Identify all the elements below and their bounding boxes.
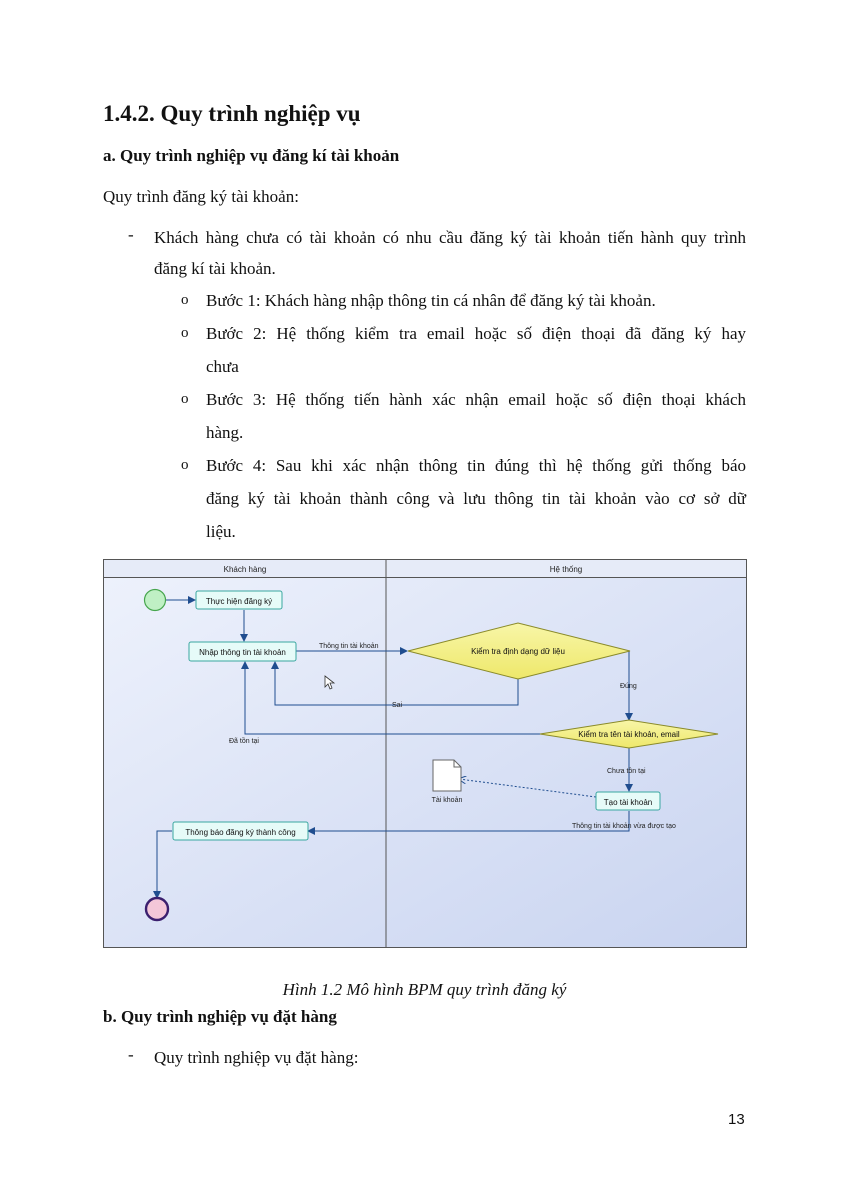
circle-bullet-marker: o: [181, 391, 189, 407]
flow-label-correct: Đúng: [620, 683, 637, 690]
flow-label-exists: Đã tồn tại: [229, 738, 259, 745]
bullet-text-line: Khách hàng chưa có tài khoản có nhu cầu đăng ký tài khoản tiến hành quy trình: [154, 228, 746, 247]
step-text-line: Bước 1: Khách hàng nhập thông tin cá nhân để đăng ký tài khoản.: [206, 291, 656, 310]
document-label: Tài khoản: [431, 797, 463, 804]
decision-check-name-label: Kiểm tra tên tài khoản, email: [578, 730, 680, 739]
step-text-line: Bước 3: Hệ thống tiến hành xác nhận email hoặc số điện thoại khách: [206, 390, 746, 409]
activity-input-label: Nhập thông tin tài khoản: [199, 648, 286, 657]
section-heading: 1.4.2. Quy trình nghiệp vụ: [103, 101, 361, 126]
lane-customer-label: Khách hàng: [223, 565, 267, 574]
decision-check-format-label: Kiểm tra định dạng dữ liệu: [471, 647, 565, 656]
circle-bullet-marker: o: [181, 325, 189, 341]
dash-bullet-marker: -: [128, 225, 134, 244]
lane-header-bar: [104, 560, 747, 578]
figure-caption: Hình 1.2 Mô hình BPM quy trình đăng ký: [282, 980, 567, 999]
step-text-line: đăng ký tài khoản thành công và lưu thông tin tài khoản vào cơ sở dữ: [206, 489, 746, 508]
flow-label-not-exists: Chưa tồn tại: [607, 768, 646, 775]
circle-bullet-marker: o: [181, 292, 189, 308]
step-text-line: liệu.: [206, 522, 236, 541]
subsection-heading-b: b. Quy trình nghiệp vụ đặt hàng: [103, 1007, 337, 1026]
dash-bullet-marker: -: [128, 1045, 134, 1064]
bpm-diagram: [103, 559, 747, 948]
document-icon: [433, 760, 461, 791]
step-text-line: chưa: [206, 357, 239, 376]
end-event: [146, 898, 168, 920]
subsection-heading-a: a. Quy trình nghiệp vụ đăng kí tài khoản: [103, 146, 400, 165]
flow-label-account-info: Thông tin tài khoản: [319, 643, 379, 650]
step-text-line: Bước 4: Sau khi xác nhận thông tin đúng thì hệ thống gửi thống báo: [206, 456, 746, 475]
activity-create-label: Tạo tài khoản: [603, 798, 653, 807]
flow-label-wrong: Sai: [392, 702, 403, 709]
intro-paragraph: Quy trình đăng ký tài khoản:: [103, 187, 299, 206]
bullet-text-line: đăng kí tài khoản.: [154, 259, 276, 278]
page-number: 13: [728, 1111, 745, 1128]
diagram-frame: [104, 560, 747, 948]
bullet-text-line: Quy trình nghiệp vụ đặt hàng:: [154, 1048, 359, 1067]
activity-register-label: Thực hiện đăng ký: [205, 597, 273, 606]
circle-bullet-marker: o: [181, 457, 189, 473]
start-event: [145, 590, 166, 611]
step-text-line: hàng.: [206, 423, 244, 442]
step-text-line: Bước 2: Hệ thống kiểm tra email hoặc số điện thoại đã đăng ký hay: [206, 324, 746, 343]
lane-system-label: Hệ thống: [549, 565, 583, 574]
activity-notify-label: Thông báo đăng ký thành công: [185, 828, 296, 837]
flow-label-created-info: Thông tin tài khoản vừa được tạo: [572, 823, 676, 830]
